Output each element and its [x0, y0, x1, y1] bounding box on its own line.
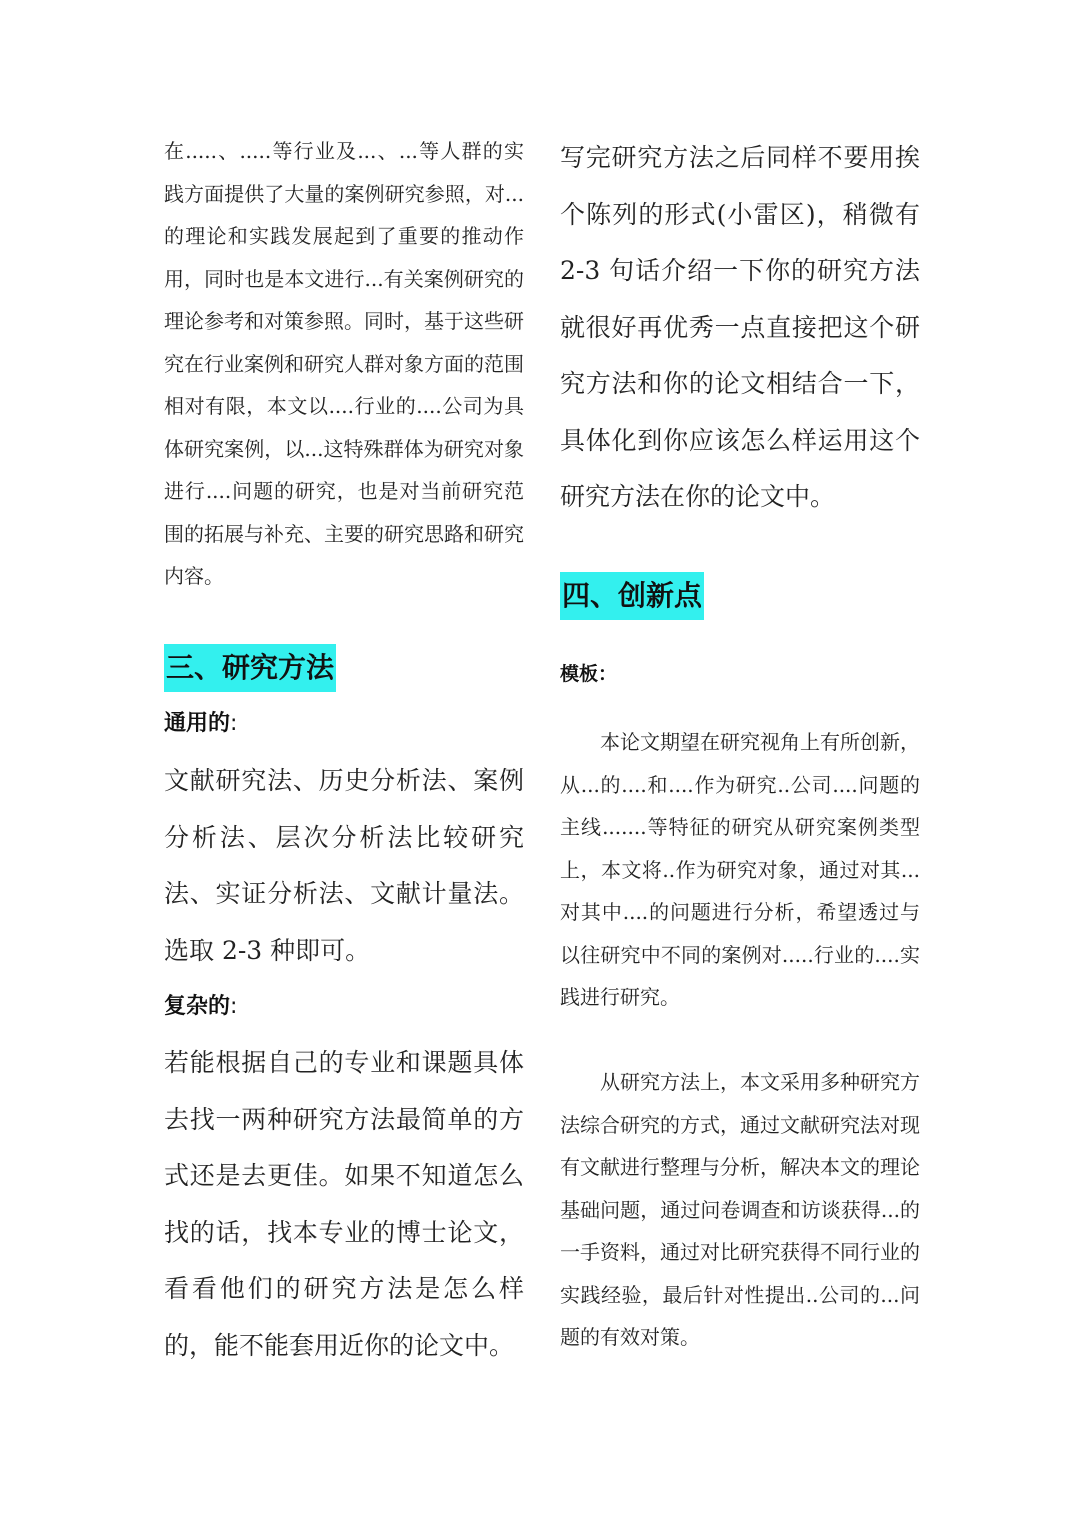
section-4-heading: 四、创新点 — [560, 572, 704, 620]
general-label-colon: : — [230, 711, 238, 736]
general-label: 通用的 — [164, 711, 231, 736]
general-methods-text: 文献研究法、历史分析法、案例分析法、层次分析法比较研究法、实证分析法、文献计量法。选取 2-3 种即可。 — [164, 766, 524, 965]
complex-label: 复杂的 — [164, 994, 231, 1019]
template-label: 模板 — [560, 663, 599, 685]
template-label-row — [560, 654, 617, 694]
complex-label-colon: : — [230, 994, 238, 1019]
complex-methods-text: 若能根据自己的专业和课题具体去找一两种研究方法最简单的方式还是去更佳。如果不知道怎么找的话，找本专业的博士论文，看看他们的研究方法是怎么样的，能不能套用近你的论文中。 — [164, 1048, 524, 1360]
template-paragraph-1: 本论文期望在研究视角上有所创新，从...的....和....作为研究..公司....问题的主线.......等特征的研究从研究案例类型上，本文将..作为研究对象，通过对其...对其中....的问题进行分析，希望透过与以往研究中不同的案例对.....行业的....实践进行研究。 — [560, 730, 920, 1009]
general-label-row — [164, 704, 237, 744]
complex-label-row — [164, 987, 237, 1027]
intro-paragraph: 在.....、.....等行业及...、...等人群的实践方面提供了大量的案例研究参照，对...的理论和实践发展起到了重要的推动作用，同时也是本文进行...有关案例研究的理论参考和对策参照。同时，基于这些研究在行业案例和研究人群对象方面的范围相对有限，本文以....行业的....公司为具体研究案例，以...这特殊群体为研究对象进行....问题的研究，也是对当前研究范围的拓展与补充、主要的研究思路和研究内容。 — [164, 139, 524, 588]
template-label-colon: ： — [598, 663, 618, 685]
template-paragraph-2: 从研究方法上，本文采用多种研究方法综合研究的方式，通过文献研究法对现有文献进行整理与分析，解决本文的理论基础问题，通过问卷调查和访谈获得...的一手资料，通过对比研究获得不同行业的实践经验，最后针对性提出..公司的...问题的有效对策。 — [560, 1070, 920, 1349]
method-tip-paragraph: 写完研究方法之后同样不要用挨个陈列的形式(小雷区)，稍微有 2-3 句话介绍一下你的研究方法就很好再优秀一点直接把这个研究方法和你的论文相结合一下，具体化到你应该怎么样运用这个研究方法在你的论文中。 — [560, 143, 920, 511]
section-3-heading: 三、研究方法 — [164, 644, 336, 692]
